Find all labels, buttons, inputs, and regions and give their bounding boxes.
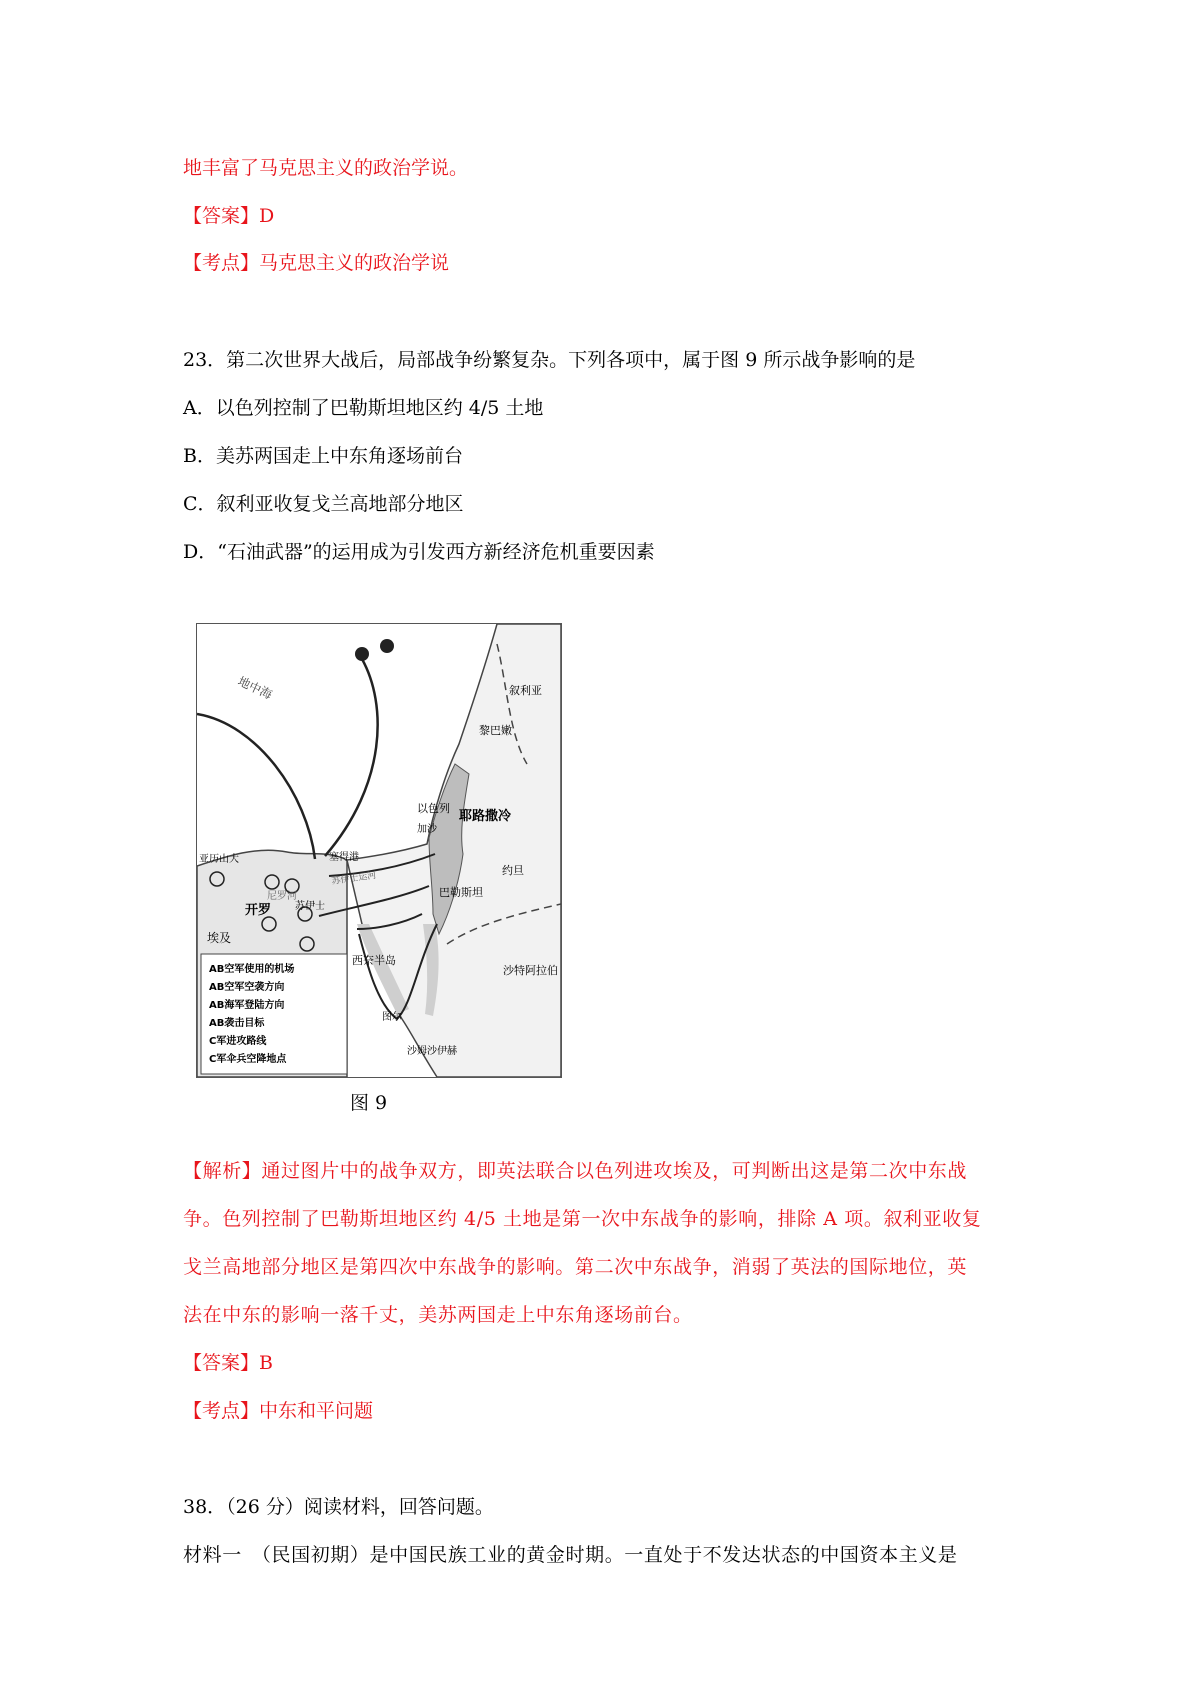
analysis-line: 【解析】通过图片中的战争双方，即英法联合以色列进攻埃及，可判断出这是第二次中东战 [183, 1160, 968, 1182]
legend-item: AB空军使用的机场 [209, 964, 295, 975]
legend-item: AB海军登陆方向 [209, 1000, 285, 1011]
option-c: C．叙利亚收复戈兰高地部分地区 [183, 493, 464, 515]
continued-text: 地丰富了马克思主义的政治学说。 [183, 157, 469, 179]
figure-caption: 图 9 [350, 1092, 388, 1114]
map-label-jerusalem: 耶路撒冷 [459, 809, 512, 824]
option-b: B．美苏两国走上中东角逐场前台 [183, 445, 463, 467]
answer-line: 【答案】B [183, 1352, 273, 1374]
material-one: 材料一 （民国初期）是中国民族工业的黄金时期。一直处于不发达状态的中国资本主义是 [183, 1544, 958, 1566]
map-label-nile: 尼罗河 [267, 891, 297, 902]
legend-item: C军进攻路线 [209, 1036, 267, 1047]
map-label-tor: 图尔 [382, 1012, 402, 1023]
question-23-stem: 23．第二次世界大战后，局部战争纷繁复杂。下列各项中，属于图 9 所示战争影响的是 [183, 349, 916, 371]
legend-item: AB袭击目标 [209, 1018, 265, 1029]
topic-line: 【考点】中东和平问题 [183, 1400, 374, 1422]
map-label-cairo: 开罗 [245, 903, 272, 918]
analysis-line: 戈兰高地部分地区是第四次中东战争的影响。第二次中东战争，消弱了英法的国际地位，英 [183, 1256, 968, 1278]
question-38-stem: 38．（26 分）阅读材料，回答问题。 [183, 1496, 494, 1518]
map-label-palestine: 巴勒斯坦 [439, 886, 483, 899]
map-figure-9 [196, 623, 562, 1078]
topic-line: 【考点】马克思主义的政治学说 [183, 252, 450, 274]
map-sea-label: 地中海 [235, 674, 275, 702]
legend-item: C军伞兵空降地点 [209, 1054, 287, 1065]
answer-line: 【答案】D [183, 205, 275, 227]
suez-war-map [197, 624, 561, 1077]
map-label-alexandria: 亚历山大 [199, 854, 239, 865]
map-label-syria: 叙利亚 [509, 684, 542, 697]
map-label-lebanon: 黎巴嫩 [479, 724, 512, 737]
legend-item: AB空军空袭方向 [209, 982, 285, 993]
map-label-canal: 苏伊士运河 [331, 870, 377, 887]
option-d: D．“石油武器”的运用成为引发西方新经济危机重要因素 [183, 541, 655, 563]
map-label-egypt: 埃及 [207, 931, 232, 945]
map-label-jordan: 约旦 [502, 864, 524, 877]
map-label-sinai: 西奈半岛 [352, 954, 396, 967]
map-label-suez: 苏伊士 [295, 901, 325, 912]
map-label-saudi: 沙特阿拉伯 [503, 964, 558, 977]
map-label-gaza: 加沙 [417, 824, 437, 835]
map-label-israel: 以色列 [417, 802, 450, 815]
option-a: A．以色列控制了巴勒斯坦地区约 4/5 土地 [183, 397, 544, 419]
map-label-port-said: 塞得港 [329, 852, 359, 863]
map-label-sharm: 沙姆沙伊赫 [407, 1046, 457, 1057]
analysis-line: 法在中东的影响一落千丈，美苏两国走上中东角逐场前台。 [183, 1304, 693, 1326]
analysis-line: 争。色列控制了巴勒斯坦地区约 4/5 土地是第一次中东战争的影响，排除 A 项。叙利亚收复 [183, 1208, 982, 1230]
